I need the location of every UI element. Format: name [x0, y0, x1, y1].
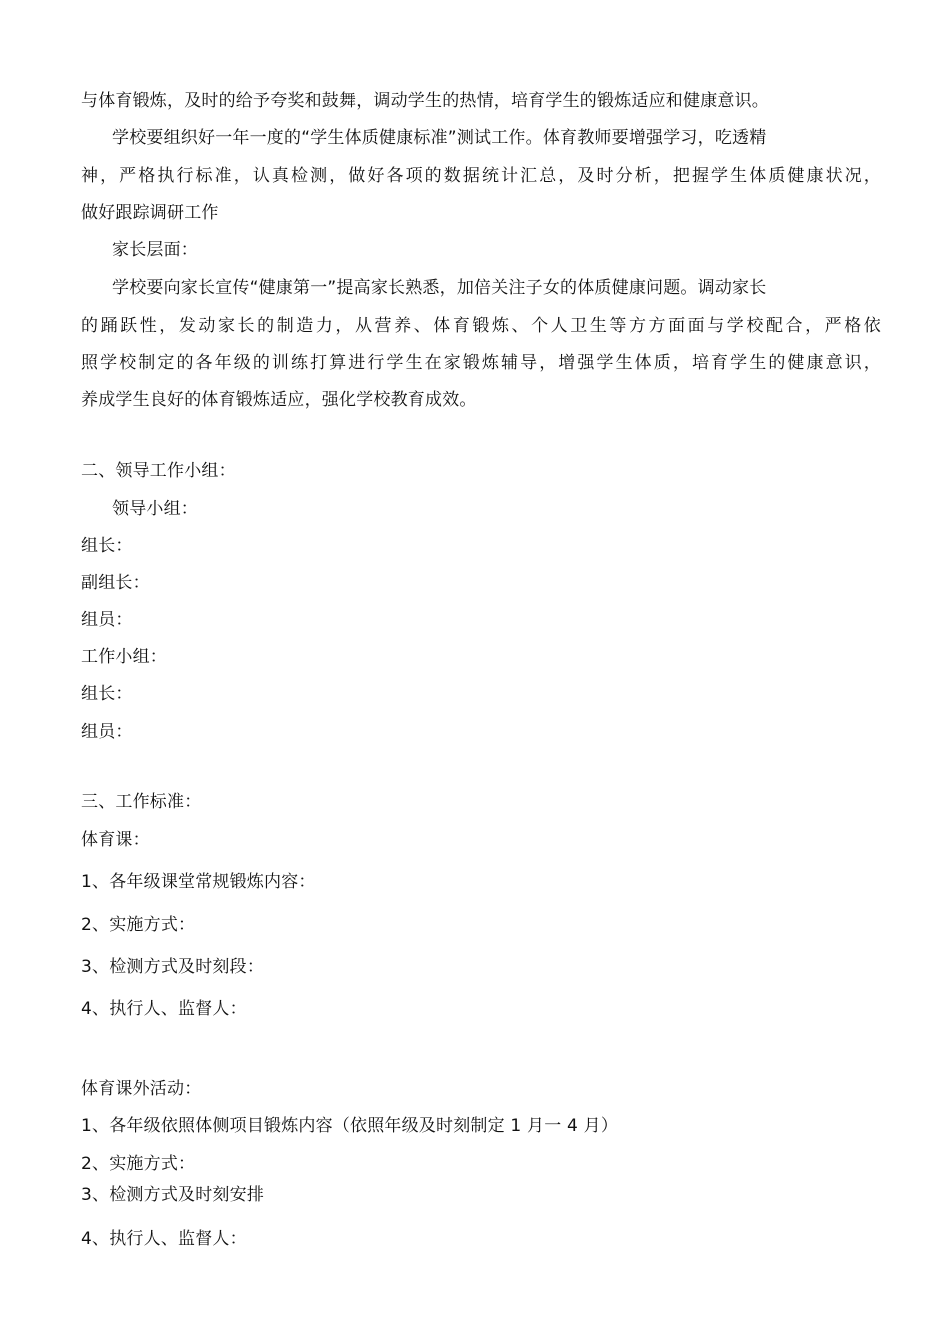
list-item: 4、执行人、监督人：: [81, 1229, 247, 1249]
paragraph-line: 学校要向家长宣传“健康第一”提高家长熟悉，加倍关注子女的体质健康问题。调动家长: [112, 278, 767, 298]
leader-group-label: 领导小组：: [112, 499, 198, 519]
list-item: 4、执行人、监督人：: [81, 999, 247, 1019]
vice-leader-label: 副组长：: [81, 573, 150, 593]
paragraph-line: 与体育锻炼，及时的给予夸奖和鼓舞，调动学生的热情，培育学生的锻炼适应和健康意识。: [81, 91, 769, 111]
section-heading: 二、领导工作小组：: [81, 461, 236, 481]
leader-label: 组长：: [81, 536, 133, 556]
list-item: 1、各年级依照体侧项目锻炼内容（依照年级及时刻制定 1 月一 4 月）: [81, 1116, 619, 1136]
list-item: 2、实施方式：: [81, 1154, 196, 1174]
list-item: 3、检测方式及时刻安排: [81, 1185, 265, 1205]
list-item: 3、检测方式及时刻段：: [81, 957, 265, 977]
leader-label: 组长：: [81, 684, 133, 704]
list-item: 2、实施方式：: [81, 915, 196, 935]
member-label: 组员：: [81, 722, 133, 742]
paragraph-line: 神，严格执行标准，认真检测，做好各项的数据统计汇总，及时分析，把握学生体质健康状况，: [81, 166, 881, 186]
paragraph-line: 做好跟踪调研工作: [81, 203, 219, 223]
parent-level-heading: 家长层面：: [112, 240, 198, 260]
paragraph-line: 学校要组织好一年一度的“学生体质健康标准”测试工作。体育教师要增强学习，吃透精: [112, 128, 767, 148]
list-item: 1、各年级课堂常规锻炼内容：: [81, 872, 316, 892]
work-group-label: 工作小组：: [81, 647, 167, 667]
paragraph-line: 的踊跃性，发动家长的制造力，从营养、体育锻炼、个人卫生等方方面面与学校配合，严格依: [81, 316, 881, 336]
paragraph-line: 养成学生良好的体育锻炼适应，强化学校教育成效。: [81, 390, 477, 410]
section-heading: 三、工作标准：: [81, 792, 202, 812]
pe-class-heading: 体育课：: [81, 830, 150, 850]
paragraph-line: 照学校制定的各年级的训练打算进行学生在家锻炼辅导，增强学生体质，培育学生的健康意识，: [81, 353, 881, 373]
member-label: 组员：: [81, 610, 133, 630]
extracurricular-heading: 体育课外活动：: [81, 1079, 202, 1099]
